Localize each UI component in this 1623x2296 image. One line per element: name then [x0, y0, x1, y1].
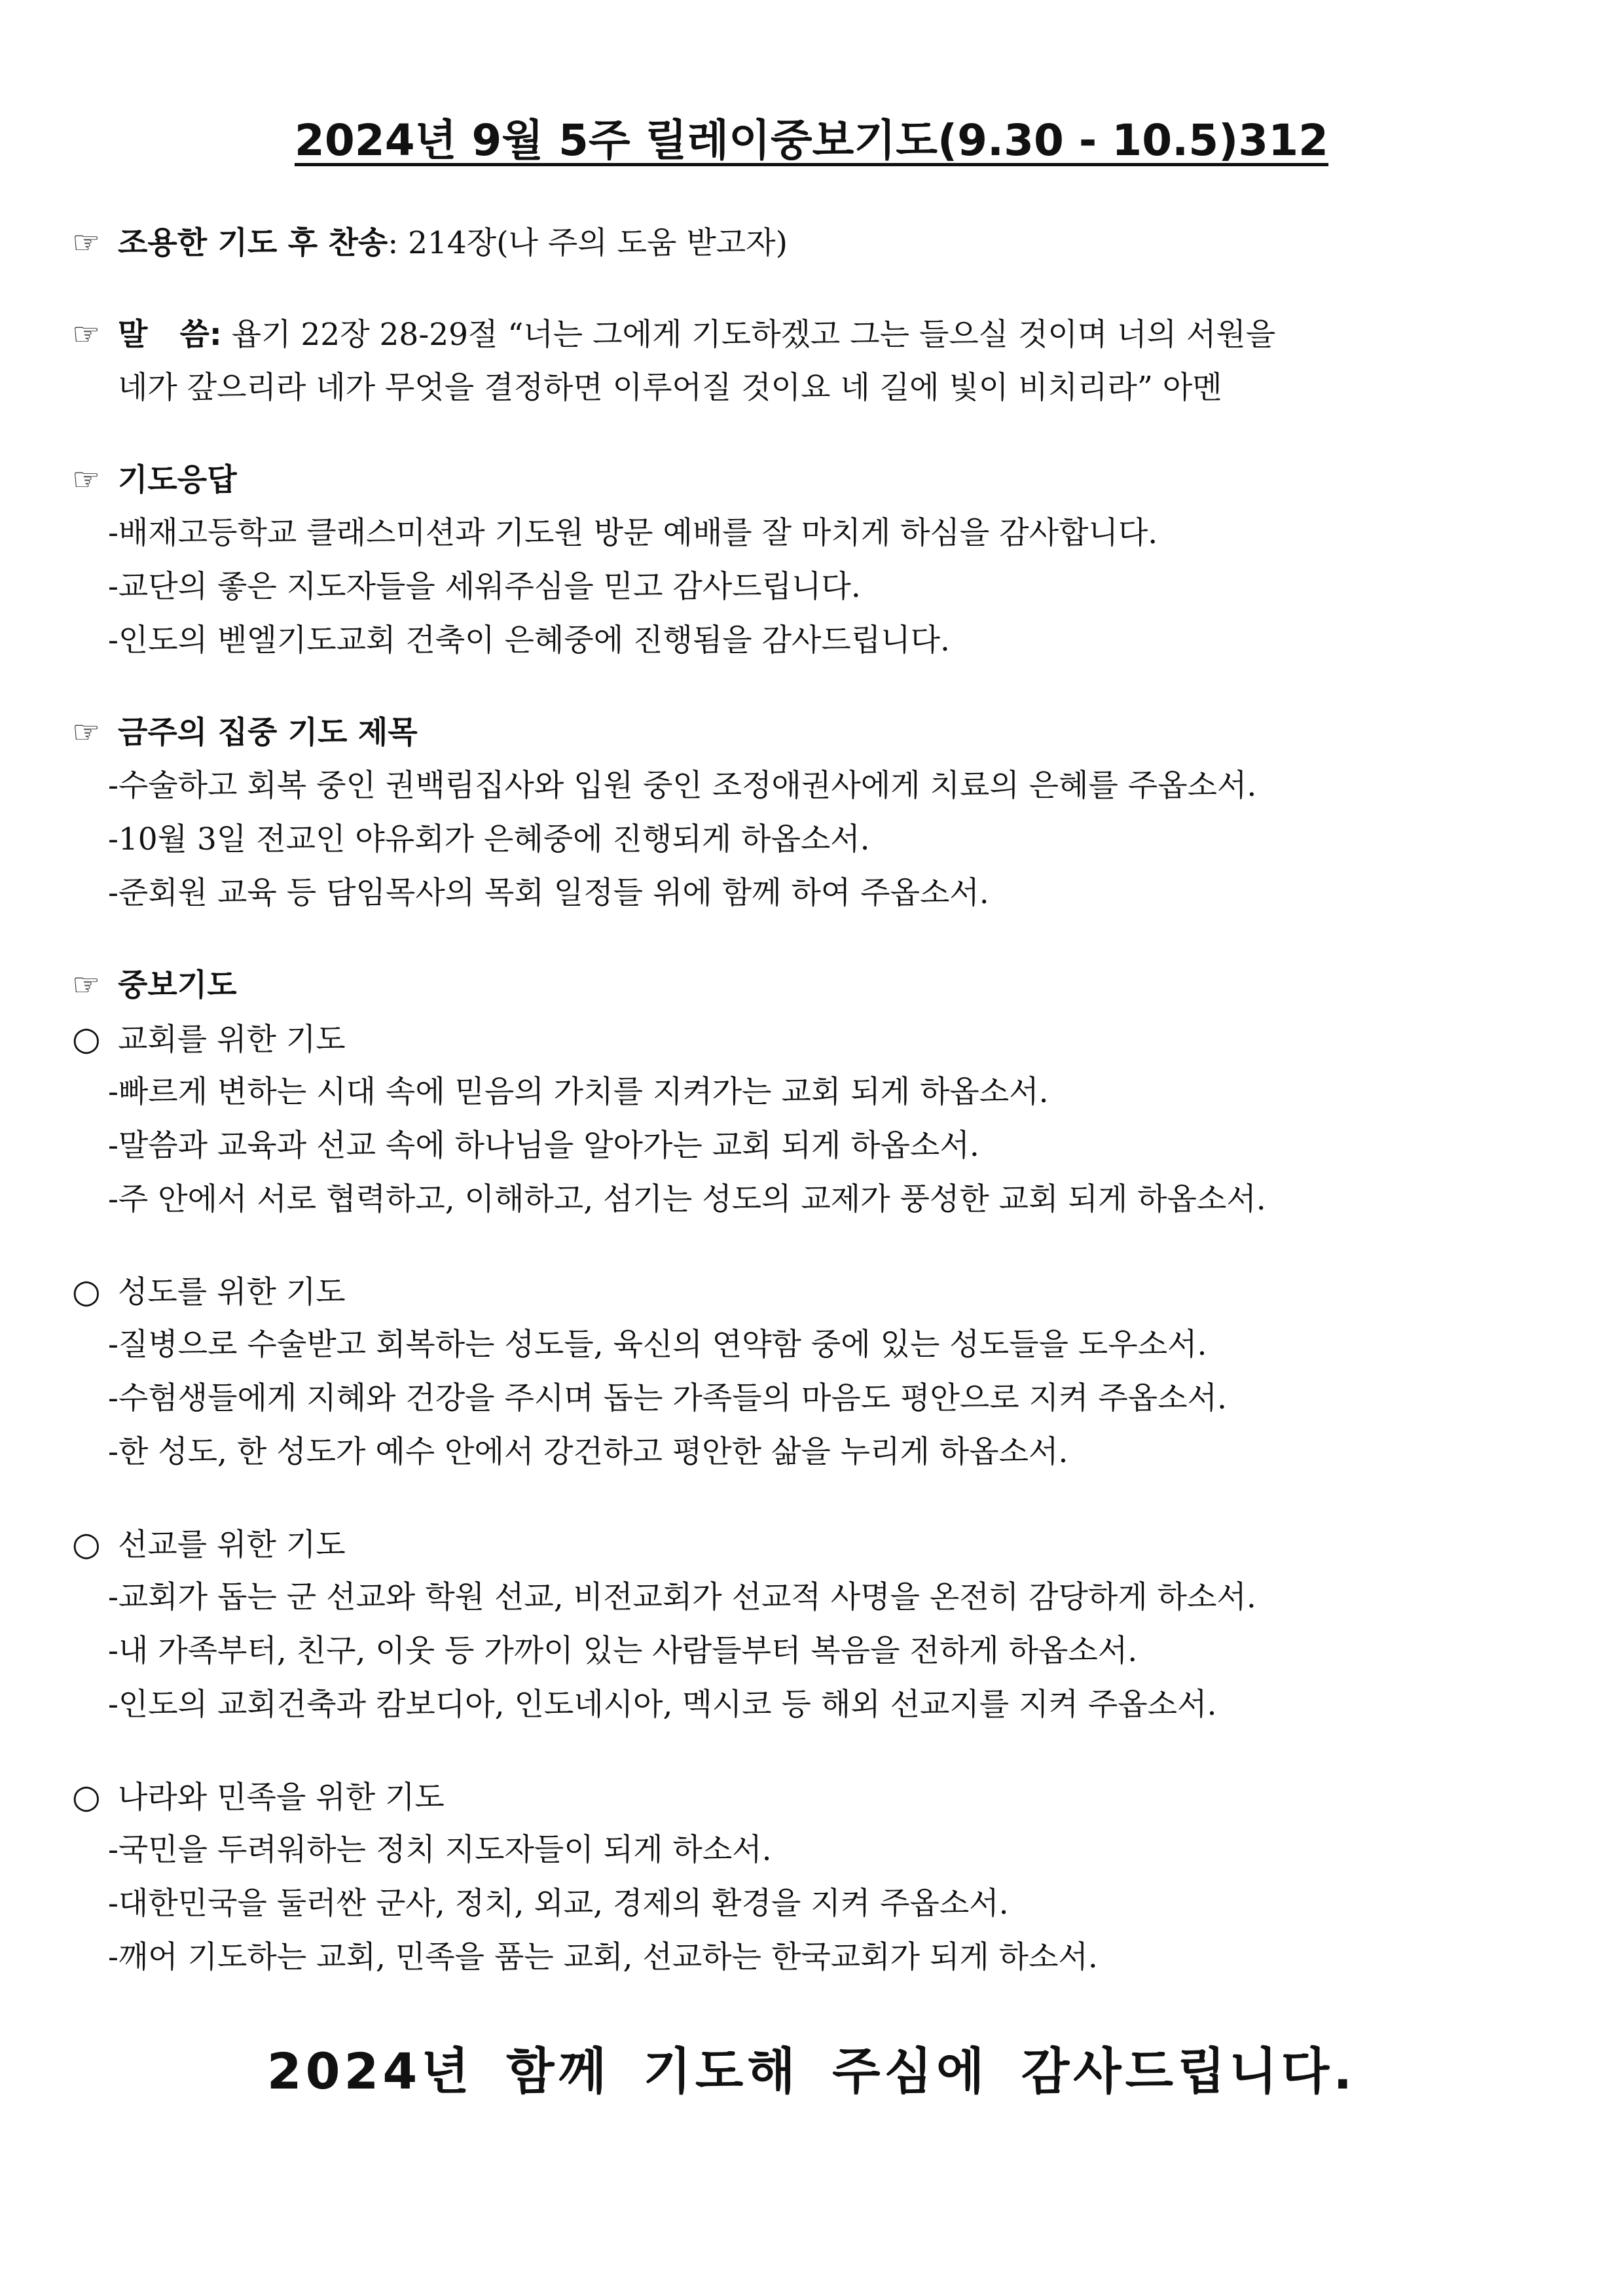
scripture-line-2: [72, 361, 1565, 415]
group-heading-church: ○ 교회를 위한 기도: [72, 1012, 1565, 1066]
pointing-hand-icon: ☞: [72, 967, 101, 1003]
scripture-line-1: [72, 308, 1565, 361]
list-item: -내 가족부터, 친구, 이웃 등 가까이 있는 사람들부터 복음을 전하게 하옵소서.: [108, 1633, 1138, 1669]
hymn-label: 조용한 기도 후 찬송: [118, 225, 388, 261]
list-item: -배재고등학교 클래스미션과 기도원 방문 예배를 잘 마치게 하심을 감사합니다.: [108, 515, 1158, 551]
list-item: -주 안에서 서로 협력하고, 이해하고, 섬기는 성도의 교제가 풍성한 교회 되게 하옵소서.: [108, 1181, 1266, 1217]
focus-heading: [72, 706, 1565, 759]
scripture-text-1: 욥기 22장 28-29절 “너는 그에게 기도하겠고 그는 들으실 것이며 너의 서원을: [221, 317, 1276, 353]
list-item: -깨어 기도하는 교회, 민족을 품는 교회, 선교하는 한국교회가 되게 하소서.: [108, 1939, 1098, 1975]
document-body: [72, 216, 1565, 1984]
pointing-hand-icon: ☞: [72, 316, 101, 353]
focus-label: 금주의 집중 기도 제목: [118, 715, 418, 751]
list-item: -질병으로 수술받고 회복하는 성도들, 육신의 연약함 중에 있는 성도들을 도우소서.: [108, 1327, 1207, 1363]
circle-bullet-icon: ○: [72, 1020, 101, 1058]
circle-bullet-icon: ○: [72, 1778, 101, 1816]
list-item: -교단의 좋은 지도자들을 세워주심을 믿고 감사드립니다.: [108, 569, 861, 605]
list-item: -준회원 교육 등 담임목사의 목회 일정들 위에 함께 하여 주옵소서.: [108, 875, 989, 911]
hymn-text: : 214장(나 주의 도움 받고자): [388, 225, 788, 261]
list-item: -국민을 두려워하는 정치 지도자들이 되게 하소서.: [108, 1832, 772, 1868]
pointing-hand-icon: ☞: [72, 461, 101, 498]
list-item: -한 성도, 한 성도가 예수 안에서 강건하고 평안한 삶을 누리게 하옵소서.: [108, 1434, 1068, 1470]
list-item: -대한민국을 둘러싼 군사, 정치, 외교, 경제의 환경을 지켜 주옵소서.: [108, 1886, 1009, 1922]
pointing-hand-icon: ☞: [72, 714, 101, 751]
circle-bullet-icon: ○: [72, 1525, 101, 1563]
group-heading-nation: ○ 나라와 민족을 위한 기도: [72, 1770, 1565, 1823]
intercession-heading: [72, 958, 1565, 1012]
list-item: -교회가 돕는 군 선교와 학원 선교, 비전교회가 선교적 사명을 온전히 감당하게 하소서.: [108, 1579, 1256, 1615]
list-item: -수험생들에게 지혜와 건강을 주시며 돕는 가족들의 마음도 평안으로 지켜 주옵소서.: [108, 1380, 1227, 1416]
hymn-line: [72, 216, 1565, 270]
list-item: -말씀과 교육과 선교 속에 하나님을 알아가는 교회 되게 하옵소서.: [108, 1128, 979, 1164]
group-heading-mission: ○ 선교를 위한 기도: [72, 1517, 1565, 1571]
page-title: 2024년 9월 5주 릴레이중보기도(9.30 - 10.5)312: [294, 115, 1329, 166]
list-item: -인도의 교회건축과 캄보디아, 인도네시아, 멕시코 등 해외 선교지를 지켜 주옵소서.: [108, 1687, 1217, 1723]
circle-bullet-icon: ○: [72, 1272, 101, 1310]
group-heading-saints: ○ 성도를 위한 기도: [72, 1265, 1565, 1318]
list-item: -인도의 벧엘기도교회 건축이 은혜중에 진행됨을 감사드립니다.: [108, 622, 950, 658]
scripture-label: 말 씀:: [118, 317, 222, 353]
list-item: -10월 3일 전교인 야유회가 은혜중에 진행되게 하옵소서.: [108, 821, 870, 857]
closing-message: 2024년 함께 기도해 주심에 감사드립니다.: [266, 2042, 1357, 2100]
scripture-text-2: 네가 갚으리라 네가 무엇을 결정하면 이루어질 것이요 네 길에 빛이 비치리라” 아멘: [118, 370, 1222, 406]
list-item: -수술하고 회복 중인 권백림집사와 입원 중인 조정애권사에게 치료의 은혜를 주옵소서.: [108, 768, 1257, 804]
list-item: -빠르게 변하는 시대 속에 믿음의 가치를 지켜가는 교회 되게 하옵소서.: [108, 1074, 1049, 1110]
intercession-label: 중보기도: [118, 967, 237, 1003]
answers-heading: [72, 453, 1565, 507]
answers-label: 기도응답: [118, 462, 237, 498]
pointing-hand-icon: ☞: [72, 224, 101, 261]
